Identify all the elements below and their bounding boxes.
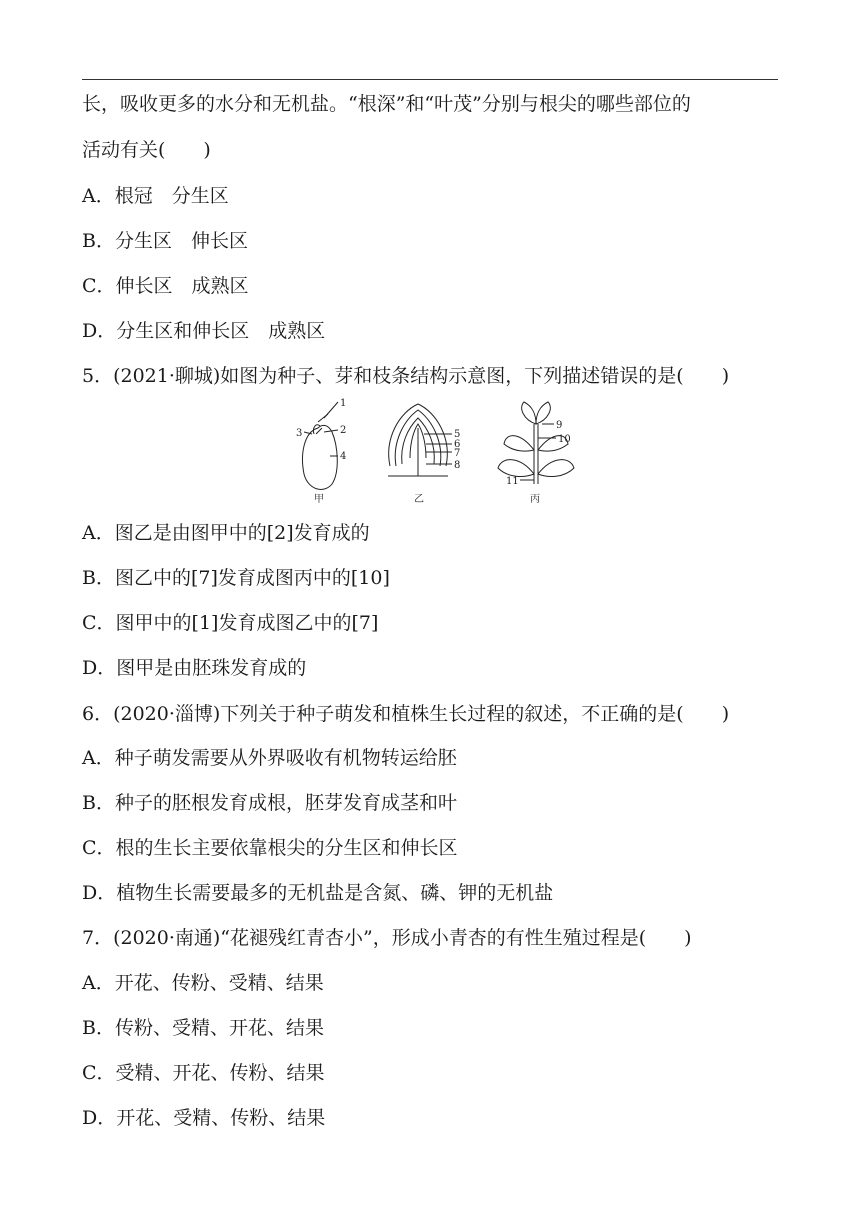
q5-stem: 5．(2021·聊城)如图为种子、芽和枝条结构示意图，下列描述错误的是( ) [82, 365, 730, 387]
fig-label-9: 9 [556, 420, 563, 431]
q4-stem-line-1: 长，吸收更多的水分和无机盐。“根深”和“叶茂”分别与根尖的哪些部位的 [82, 93, 691, 115]
q4-option-c[interactable]: C．伸长区 成熟区 [82, 275, 249, 297]
q7-option-b[interactable]: B．传粉、受精、开花、结果 [82, 1017, 324, 1039]
fig-label-5: 5 [454, 429, 461, 440]
fig-label-7: 7 [454, 448, 461, 459]
q4-option-b[interactable]: B．分生区 伸长区 [82, 230, 248, 252]
fig-label-6: 6 [454, 439, 461, 450]
q6-option-d[interactable]: D．植物生长需要最多的无机盐是含氮、磷、钾的无机盐 [82, 882, 554, 904]
q5-option-d[interactable]: D．图甲是由胚珠发育成的 [82, 657, 307, 679]
fig-caption-bing: 丙 [530, 494, 540, 505]
fig-label-8: 8 [454, 460, 461, 471]
fig-label-4: 4 [340, 451, 347, 462]
q6-stem: 6．(2020·淄博)下列关于种子萌发和植株生长过程的叙述，不正确的是( ) [82, 703, 730, 725]
q6-option-c[interactable]: C．根的生长主要依靠根尖的分生区和伸长区 [82, 837, 458, 859]
q4-option-d[interactable]: D．分生区和伸长区 成熟区 [82, 320, 326, 342]
q6-option-b[interactable]: B．种子的胚根发育成根，胚芽发育成茎和叶 [82, 792, 457, 814]
q4-stem-line-2: 活动有关( ) [82, 139, 211, 161]
q5-option-b[interactable]: B．图乙中的[7]发育成图丙中的[10] [82, 567, 390, 589]
q5-option-a[interactable]: A．图乙是由图甲中的[2]发育成的 [82, 522, 370, 544]
q5-option-c[interactable]: C．图甲中的[1]发育成图乙中的[7] [82, 612, 379, 634]
top-rule [82, 79, 778, 80]
fig-label-11: 11 [506, 476, 519, 487]
fig-caption-jia: 甲 [314, 494, 324, 505]
seed-bud-branch-figure [280, 398, 580, 510]
q7-option-c[interactable]: C．受精、开花、传粉、结果 [82, 1062, 325, 1084]
q7-option-a[interactable]: A．开花、传粉、受精、结果 [82, 972, 324, 994]
q4-option-a[interactable]: A．根冠 分生区 [82, 185, 229, 207]
fig-label-10: 10 [558, 434, 571, 445]
q7-option-d[interactable]: D．开花、受精、传粉、结果 [82, 1107, 326, 1129]
fig-label-1: 1 [340, 398, 347, 409]
fig-label-2: 2 [340, 425, 347, 436]
fig-caption-yi: 乙 [414, 494, 424, 505]
q7-stem: 7．(2020·南通)“花褪残红青杏小”，形成小青杏的有性生殖过程是( ) [82, 927, 692, 949]
fig-label-3: 3 [296, 428, 303, 439]
q6-option-a[interactable]: A．种子萌发需要从外界吸收有机物转运给胚 [82, 747, 457, 769]
